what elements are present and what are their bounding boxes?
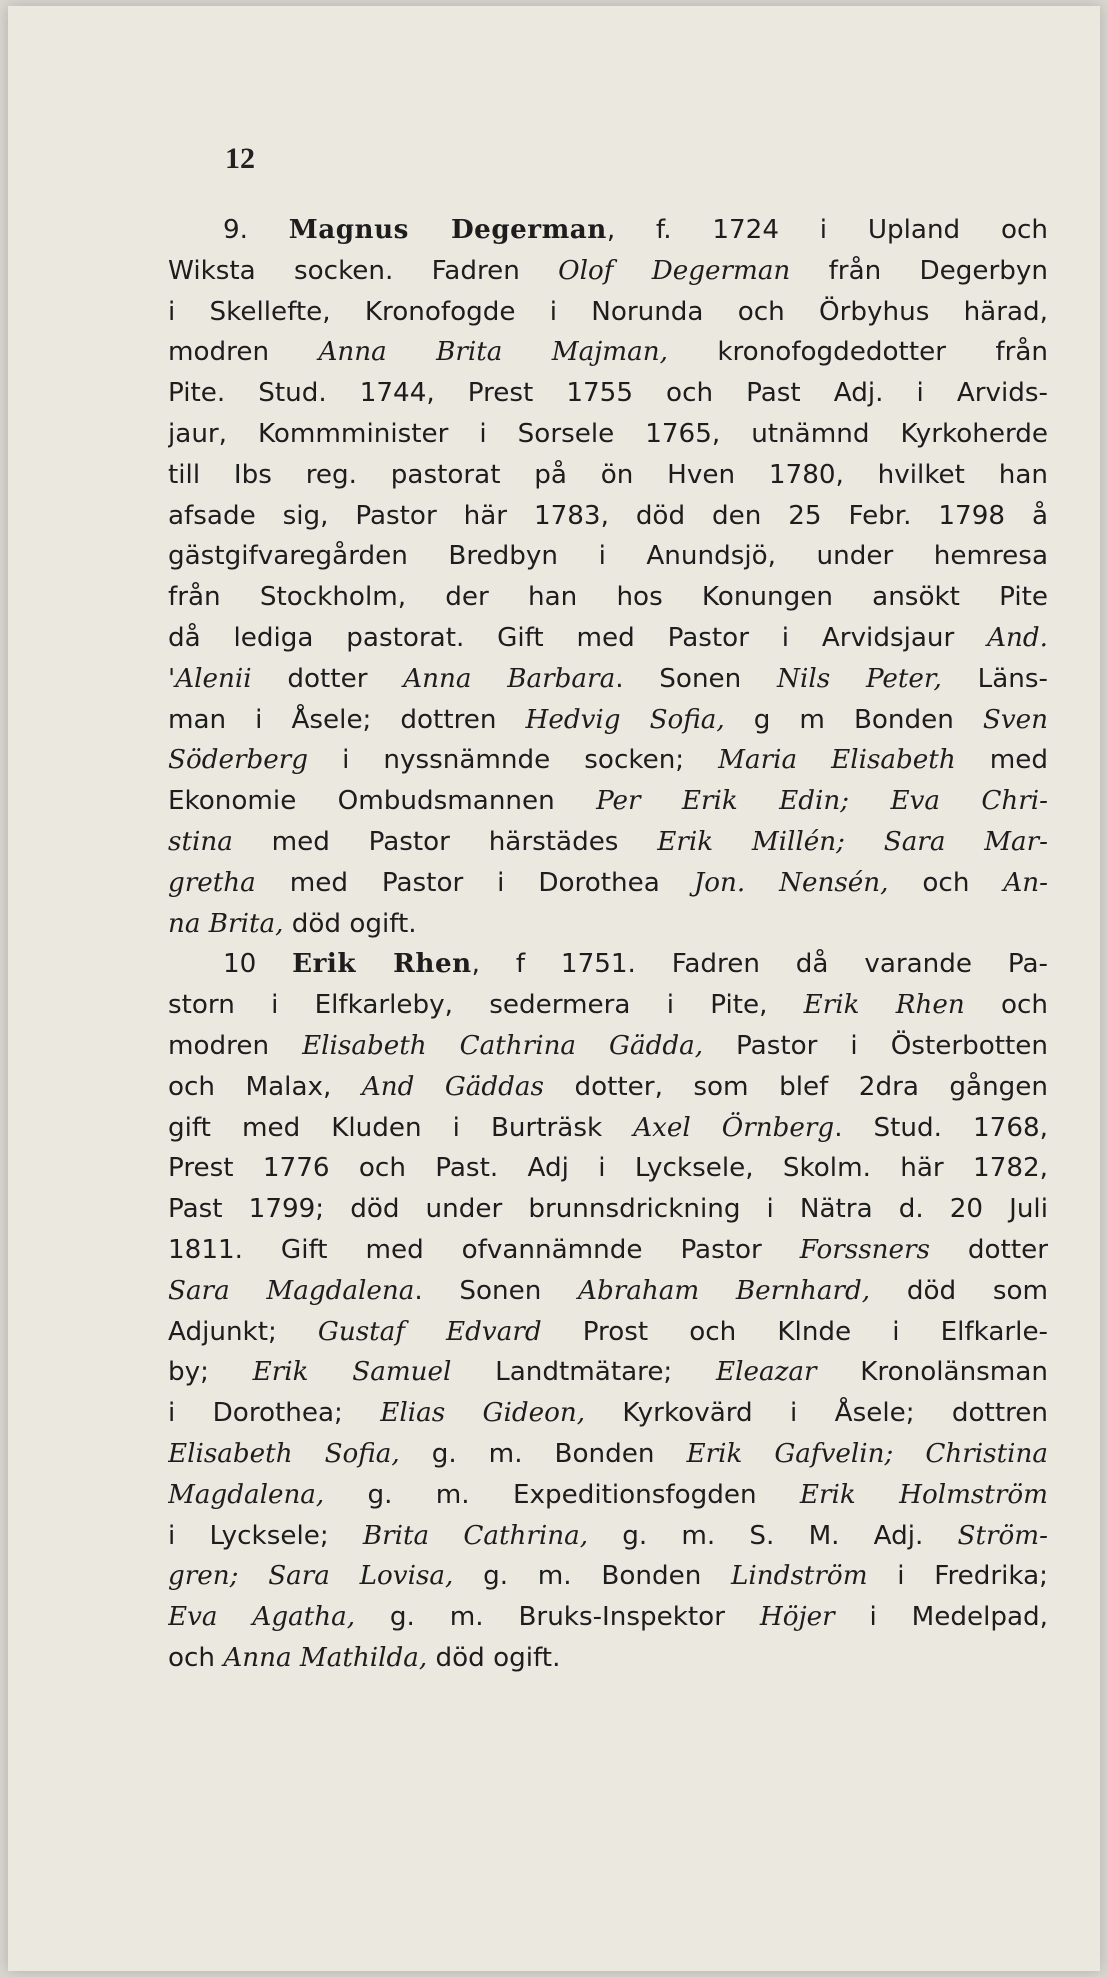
italic-name: Lindström: [731, 1561, 868, 1592]
text-segment: och Malax,: [168, 1071, 362, 1102]
text-segment: g. m. Bonden: [399, 1438, 687, 1469]
text-segment: g. m. Bonden: [453, 1561, 732, 1592]
document-page: [8, 6, 1100, 1971]
italic-name: Olof Degerman: [558, 255, 791, 286]
text-segment: Kyrkovärd i Åsele; dottren: [585, 1398, 1048, 1429]
italic-name: gretha: [168, 867, 256, 898]
italic-name: And Gäddas: [361, 1071, 544, 1102]
text-line: [168, 700, 1048, 741]
italic-name: Elisabeth Sofia,: [168, 1438, 400, 1469]
page-number: 12: [225, 142, 255, 175]
text-segment: . Stud. 1768,: [834, 1112, 1048, 1143]
text-line: [168, 1108, 1048, 1149]
text-line: [168, 1026, 1048, 1067]
italic-name: Abraham Bernhard,: [578, 1275, 871, 1306]
text-segment: dotter: [251, 663, 404, 694]
text-segment: gift med Kluden i Burträsk: [168, 1112, 634, 1143]
text-line: [168, 1230, 1048, 1271]
italic-name: Erik Holmström: [799, 1479, 1048, 1510]
text-line: [168, 1352, 1048, 1393]
italic-name: Jon. Nensén,: [693, 867, 889, 898]
text-line: [168, 904, 1048, 945]
text-line: [168, 292, 1048, 333]
text-segment: . Sonen: [615, 663, 778, 694]
italic-name: Christina: [925, 1438, 1048, 1469]
italic-name: Gustaf Edvard: [317, 1316, 542, 1347]
text-segment: med Pastor i Dorothea: [255, 867, 694, 898]
text-line: [168, 1434, 1048, 1475]
text-segment: med: [955, 745, 1048, 776]
text-segment: i nyssnämnde socken;: [308, 745, 719, 776]
italic-name: Anna Brita Majman,: [318, 337, 668, 368]
entry-name: Magnus Degerman: [288, 214, 607, 245]
italic-name: Erik Samuel: [252, 1357, 452, 1388]
text-segment: och: [964, 990, 1048, 1021]
text-segment: till Ibs reg. pastorat på ön Hven 1780, hvilket han: [168, 459, 1048, 490]
text-segment: man i Åsele; dottren: [168, 704, 526, 735]
text-line: [168, 1393, 1048, 1434]
italic-name: Sara Lovisa,: [268, 1561, 454, 1592]
italic-name: Sven: [982, 704, 1048, 735]
text-segment: . Sonen: [414, 1275, 579, 1306]
text-segment: Wiksta socken. Fadren: [168, 255, 559, 286]
text-segment: Prest 1776 och Past. Adj i Lycksele, Skolm. här 1782,: [168, 1153, 1048, 1184]
text-segment: [845, 827, 884, 857]
text-segment: modren: [168, 1030, 303, 1061]
text-segment: Landtmätare;: [451, 1357, 716, 1388]
text-segment: Pastor i Österbotten: [703, 1030, 1048, 1061]
italic-name: Eva Chri-: [890, 786, 1048, 817]
text-segment: jaur, Kommminister i Sorsele 1765, utnämnd Kyrkoherde: [168, 418, 1048, 449]
text-segment: då lediga pastorat. Gift med Pastor i Arvidsjaur: [168, 622, 988, 653]
italic-name: Ström-: [957, 1520, 1048, 1551]
text-line: [168, 577, 1048, 618]
text-segment: och: [888, 867, 1004, 898]
text-segment: 10: [223, 949, 293, 980]
italic-name: Forssners: [799, 1234, 930, 1265]
text-segment: g m Bonden: [724, 704, 983, 735]
body-text: [168, 210, 1048, 1679]
text-line: [168, 455, 1048, 496]
text-segment: Pite. Stud. 1744, Prest 1755 och Past Adj. i Arvids-: [168, 378, 1048, 409]
italic-name: Höjer: [759, 1602, 835, 1633]
text-line: [168, 332, 1048, 373]
text-segment: [893, 1439, 925, 1469]
text-line: [168, 822, 1048, 863]
italic-name: Anna Mathilda,: [223, 1642, 428, 1673]
text-segment: i Skellefte, Kronofogde i Norunda och Örbyhus härad,: [168, 296, 1048, 327]
italic-name: Elias Gideon,: [380, 1398, 586, 1429]
italic-name: Sara Mar-: [883, 826, 1048, 857]
text-line: [168, 414, 1048, 455]
text-segment: i Fredrika;: [867, 1561, 1048, 1592]
italic-name: Eleazar: [715, 1357, 817, 1388]
italic-name: Maria Elisabeth: [718, 745, 956, 776]
text-segment: Past 1799; död under brunnsdrickning i Nätra d. 20 Juli: [168, 1194, 1048, 1225]
italic-name: Brita Cathrina,: [362, 1520, 589, 1551]
text-line: [168, 1189, 1048, 1230]
text-line: [168, 618, 1048, 659]
text-line: [168, 1148, 1048, 1189]
text-line: [168, 740, 1048, 781]
text-segment: Kronolänsman: [816, 1357, 1048, 1388]
italic-name: And.: [987, 622, 1048, 653]
text-segment: by;: [168, 1357, 253, 1388]
text-segment: död ogift.: [283, 908, 417, 939]
text-line: [168, 210, 1048, 251]
italic-name: Erik Rhen: [803, 990, 965, 1021]
text-line: [168, 1597, 1048, 1638]
italic-name: Erik Millén;: [657, 826, 845, 857]
text-segment: [849, 786, 890, 816]
text-line: [168, 1556, 1048, 1597]
italic-name: Eva Agatha,: [168, 1602, 356, 1633]
italic-name: Sara Magdalena: [168, 1275, 415, 1306]
italic-name: stina: [168, 826, 233, 857]
text-segment: i Lycksele;: [168, 1520, 363, 1551]
text-segment: storn i Elfkarleby, sedermera i Pite,: [168, 990, 804, 1021]
text-line: [168, 944, 1048, 985]
text-line: [168, 536, 1048, 577]
text-line: [168, 251, 1048, 292]
text-segment: [238, 1561, 268, 1591]
italic-name: An-: [1003, 867, 1048, 898]
italic-name: Elisabeth Cathrina Gädda,: [302, 1030, 704, 1061]
text-segment: 1811. Gift med ofvannämnde Pastor: [168, 1234, 800, 1265]
text-segment: i Medelpad,: [834, 1602, 1048, 1633]
italic-name: Söderberg: [168, 745, 309, 776]
text-segment: i Dorothea;: [168, 1398, 381, 1429]
text-line: [168, 1475, 1048, 1516]
entry-name: Erik Rhen: [292, 948, 472, 980]
text-segment: från Degerbyn: [790, 255, 1048, 286]
text-segment: gästgifvaregården Bredbyn i Anundsjö, under hemresa: [168, 541, 1048, 572]
text-segment: g. m. S. M. Adj.: [588, 1520, 958, 1551]
italic-name: 'Alenii: [168, 663, 252, 694]
italic-name: Axel Örnberg: [633, 1112, 835, 1143]
text-line: [168, 1516, 1048, 1557]
text-segment: kronofogdedotter från: [667, 337, 1048, 368]
text-line: [168, 863, 1048, 904]
italic-name: Nils Peter,: [777, 663, 942, 694]
text-line: [168, 1638, 1048, 1679]
text-segment: , f. 1724 i Upland och: [606, 215, 1048, 245]
italic-name: Anna Barbara: [403, 663, 616, 694]
text-line: [168, 1271, 1048, 1312]
italic-name: Magdalena,: [168, 1479, 325, 1510]
text-segment: 9.: [223, 215, 289, 245]
text-segment: Adjunkt;: [168, 1316, 318, 1347]
italic-name: Erik Gafvelin;: [686, 1438, 894, 1469]
text-line: [168, 659, 1048, 700]
text-segment: dotter: [929, 1234, 1048, 1265]
text-segment: död ogift.: [427, 1642, 561, 1673]
text-segment: och: [168, 1642, 224, 1673]
italic-name: gren;: [168, 1561, 239, 1592]
text-segment: g. m. Bruks-Inspektor: [355, 1602, 760, 1633]
text-segment: g. m. Expeditionsfogden: [324, 1479, 800, 1510]
italic-name: na Brita,: [168, 908, 284, 939]
text-segment: afsade sig, Pastor här 1783, död den 25 Febr. 1798 å: [168, 500, 1048, 531]
text-line: [168, 781, 1048, 822]
italic-name: Hedvig Sofia,: [525, 704, 725, 735]
text-segment: modren: [168, 337, 319, 368]
text-line: [168, 1312, 1048, 1353]
italic-name: Per Erik Edin;: [596, 786, 850, 817]
text-line: [168, 1067, 1048, 1108]
text-segment: dotter, som blef 2dra gången: [544, 1071, 1048, 1102]
text-line: [168, 373, 1048, 414]
text-segment: , f 1751. Fadren då varande Pa-: [471, 949, 1048, 980]
text-segment: Prost och Klnde i Elfkarle-: [541, 1316, 1048, 1347]
text-segment: Läns-: [941, 663, 1048, 694]
text-segment: död som: [870, 1275, 1048, 1306]
text-segment: med Pastor härstädes: [232, 826, 658, 857]
text-segment: från Stockholm, der han hos Konungen ansökt Pite: [168, 582, 1048, 613]
text-segment: Ekonomie Ombudsmannen: [168, 786, 597, 817]
text-line: [168, 985, 1048, 1026]
text-line: [168, 496, 1048, 537]
